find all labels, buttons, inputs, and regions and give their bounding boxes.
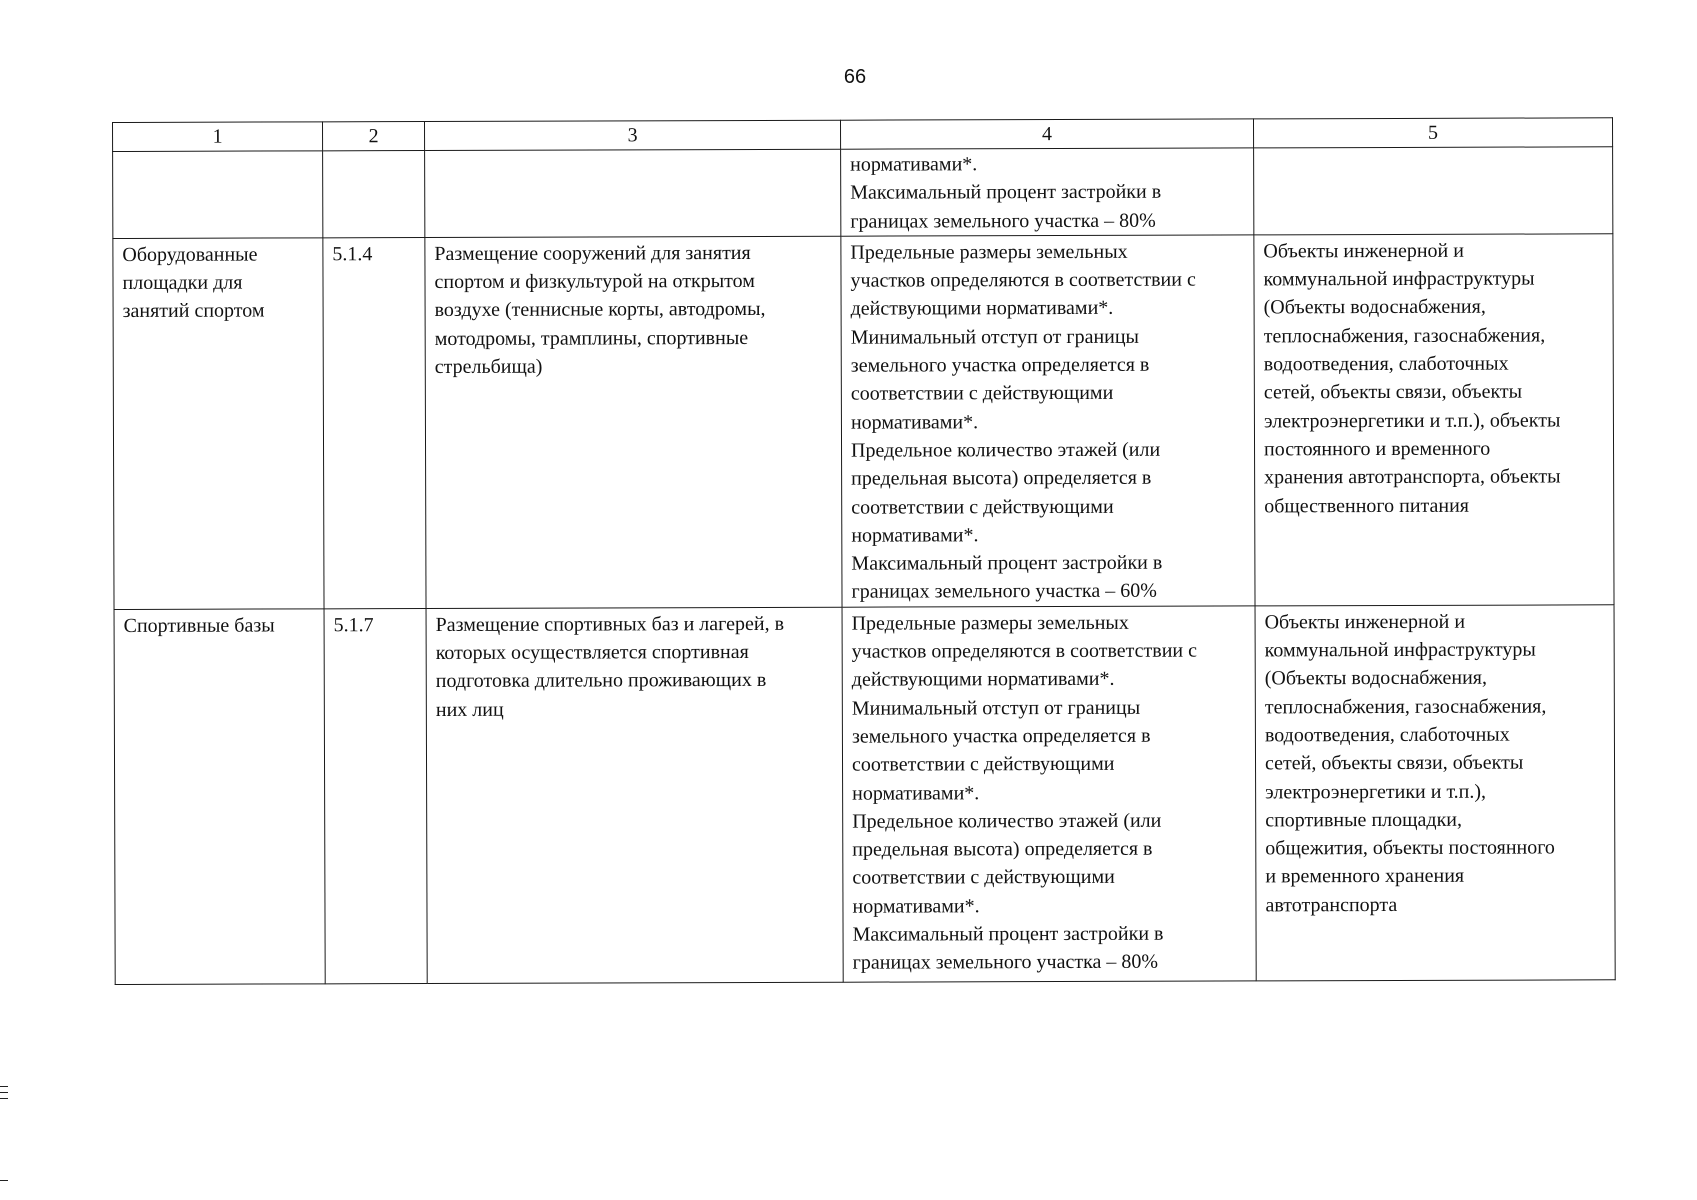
text-line: предельная высота) определяется в — [852, 837, 1153, 861]
text-line: стрельбища) — [434, 355, 543, 379]
text-line: сетей, объекты связи, объекты — [1264, 751, 1524, 775]
text-line: (Объекты водоснабжения, — [1264, 667, 1488, 690]
text-line: хранения автотранспорта, объекты — [1264, 465, 1561, 489]
text-line: Минимальный отступ от границы — [851, 696, 1141, 720]
cell-empty — [425, 149, 841, 237]
cell-empty — [113, 151, 323, 239]
text-line: общественного питания — [1264, 494, 1470, 517]
text-line: действующими нормативами*. — [850, 297, 1114, 321]
text-line: теплоснабжения, газоснабжения, — [1263, 324, 1546, 348]
text-line: земельного участка определяется в — [851, 724, 1151, 748]
text-line: нормативами*. — [851, 524, 979, 547]
text-line: автотранспорта — [1265, 893, 1398, 917]
text-line: нормативами*. — [850, 153, 978, 176]
text-line: общежития, объекты постоянного — [1265, 836, 1555, 860]
land-use-table — [112, 117, 1616, 984]
text-line: занятий спортом — [122, 300, 265, 323]
land-use-code-cell: 5.1.4 — [323, 237, 426, 608]
text-line: участков определяются в соответствии с — [850, 268, 1196, 292]
text-line: постоянного и временного — [1263, 437, 1491, 461]
text-line: Спортивные базы — [123, 614, 275, 637]
text-line: Максимальный процент застройки в — [851, 551, 1163, 575]
text-line: границах земельного участка – 80% — [850, 209, 1156, 233]
scan-margin-mark — [0, 1086, 8, 1087]
text-line: соответствии с действующими — [851, 753, 1115, 776]
text-line: спортивные площадки, — [1265, 808, 1463, 832]
text-line: соответствии с действующими — [852, 866, 1115, 890]
description-cell — [425, 236, 842, 608]
text-line: Размещение сооружений для занятия — [434, 241, 751, 265]
auxiliary-uses-cell — [1254, 234, 1614, 606]
text-line: водоотведения, слаботочных — [1264, 723, 1510, 747]
parameters-cell — [841, 148, 1254, 236]
land-use-code-cell: 5.1.7 — [324, 608, 427, 983]
text-line: Оборудованные — [122, 243, 258, 266]
scan-margin-mark — [0, 1092, 8, 1093]
text-line: соответствии с действующими — [850, 382, 1114, 406]
text-line: и временного хранения — [1265, 865, 1465, 888]
text-line: участков определяются в соответствии с — [851, 639, 1198, 663]
text-line: Максимальный процент застройки в — [850, 181, 1162, 204]
text-line: теплоснабжения, газоснабжения, — [1264, 695, 1547, 719]
text-line: нормативами*. — [852, 894, 980, 918]
land-use-name-cell — [114, 609, 325, 985]
text-line: Минимальный отступ от границы — [850, 325, 1140, 349]
table-row-continuation — [113, 147, 1613, 239]
text-line: Максимальный процент застройки в — [852, 922, 1164, 946]
text-line: воздухе (теннисные корты, автодромы, — [434, 298, 766, 322]
cell-empty — [323, 151, 425, 238]
parameters-cell — [841, 235, 1255, 607]
text-line: водоотведения, слаботочных — [1263, 352, 1509, 376]
text-line: площадки для — [122, 271, 243, 295]
text-line: которых осуществляется спортивная — [435, 641, 749, 665]
text-line: электроэнергетики и т.п.), — [1265, 780, 1487, 803]
table-row — [113, 234, 1614, 610]
text-line: земельного участка определяется в — [850, 353, 1150, 377]
column-number-5: 5 — [1253, 118, 1612, 148]
column-number-2: 2 — [323, 122, 425, 151]
text-line: предельная высота) определяется в — [851, 467, 1152, 490]
text-line: них лиц — [435, 698, 504, 721]
land-use-name-cell — [113, 238, 324, 610]
text-line: подготовка длительно проживающих в — [435, 669, 767, 693]
text-line: действующими нормативами*. — [851, 668, 1115, 692]
text-line: Размещение спортивных баз и лагерей, в — [435, 612, 785, 636]
auxiliary-uses-cell — [1255, 605, 1615, 981]
text-line: Объекты инженерной и — [1263, 239, 1464, 263]
text-line: соответствии с действующими — [851, 495, 1114, 519]
text-line: Предельные размеры земельных — [851, 611, 1129, 635]
scan-margin-mark — [0, 1180, 8, 1181]
text-line: границах земельного участка – 80% — [852, 951, 1159, 974]
description-cell — [426, 607, 843, 983]
column-number-3: 3 — [425, 120, 841, 150]
table-row — [114, 605, 1615, 985]
page-number: 66 — [843, 66, 867, 88]
column-number-4: 4 — [840, 119, 1253, 149]
text-line: Предельное количество этажей (или — [851, 438, 1161, 462]
scan-margin-mark — [0, 1098, 8, 1099]
text-line: спортом и физкультурой на открытом — [434, 270, 755, 294]
text-line: Объекты инженерной и — [1264, 610, 1466, 634]
text-line: нормативами*. — [850, 410, 979, 434]
text-line: нормативами*. — [852, 781, 980, 805]
cell-empty — [1254, 147, 1613, 235]
table-header-row — [113, 118, 1613, 152]
text-line: Предельное количество этажей (или — [852, 809, 1162, 833]
text-line: электроэнергетики и т.п.), объекты — [1263, 409, 1561, 433]
text-line: коммунальной инфраструктуры — [1264, 638, 1536, 662]
text-line: мотодромы, трамплины, спортивные — [434, 326, 749, 350]
text-line: коммунальной инфраструктуры — [1263, 267, 1535, 291]
text-line: Предельные размеры земельных — [850, 240, 1128, 264]
column-number-1: 1 — [113, 122, 323, 152]
text-line: (Объекты водоснабжения, — [1263, 296, 1486, 319]
text-line: границах земельного участка – 60% — [851, 580, 1157, 604]
text-line: сетей, объекты связи, объекты — [1263, 380, 1523, 404]
parameters-cell — [842, 606, 1256, 982]
